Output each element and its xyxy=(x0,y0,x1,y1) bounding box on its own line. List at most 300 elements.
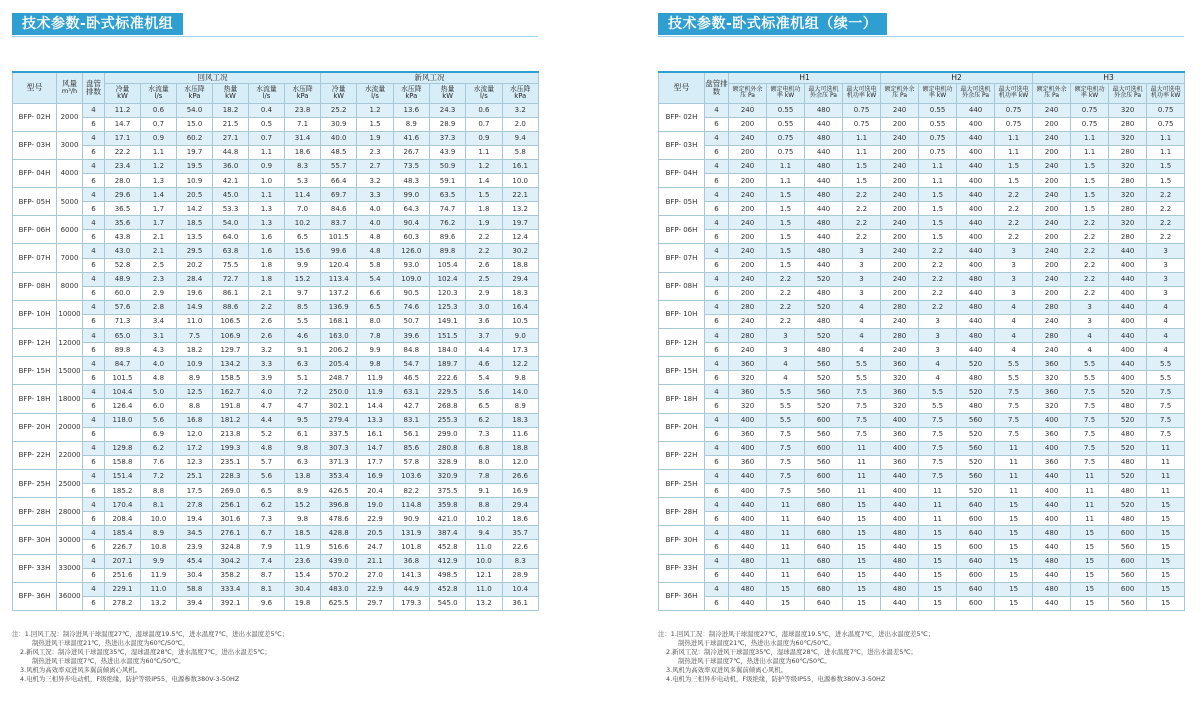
value-cell: 520 xyxy=(805,329,843,343)
value-cell: 240 xyxy=(881,159,919,173)
value-cell: 89.8 xyxy=(105,343,141,357)
rows-cell: 6 xyxy=(705,596,729,610)
value-cell: 280 xyxy=(1109,173,1147,187)
rows-cell: 6 xyxy=(705,145,729,159)
value-cell: 5.4 xyxy=(357,272,393,286)
footnote-line: 制热进风干球温度21℃，热进出水温度为60℃/50℃。 xyxy=(32,639,189,647)
value-cell: 1.5 xyxy=(843,173,881,187)
value-cell: 42.7 xyxy=(393,399,429,413)
value-cell: 440 xyxy=(957,244,995,258)
value-cell: 600 xyxy=(957,512,995,526)
value-cell: 3 xyxy=(843,258,881,272)
value-cell: 1.5 xyxy=(767,230,805,244)
value-cell: 15.0 xyxy=(177,117,213,131)
value-cell: 2.2 xyxy=(767,286,805,300)
sub-header-label: 冷量 xyxy=(331,84,346,93)
value-cell: 5.5 xyxy=(995,371,1033,385)
table-row xyxy=(659,159,1185,173)
group-h3-header: H3 xyxy=(1033,72,1185,83)
table-row xyxy=(659,554,1185,568)
value-cell: 520 xyxy=(957,385,995,399)
rows-cell: 6 xyxy=(705,230,729,244)
value-cell: 440 xyxy=(881,540,919,554)
sub-header-label: 水流量 xyxy=(148,84,169,93)
value-cell: 41.6 xyxy=(393,131,429,145)
footnote-line: 制热进风干球温度21℃，热进出水温度为60℃/50℃。 xyxy=(678,639,835,647)
value-cell: 63.8 xyxy=(213,244,249,258)
value-cell: 0.6 xyxy=(141,103,177,117)
value-cell: 7.5 xyxy=(1071,441,1109,455)
value-cell: 15 xyxy=(995,582,1033,596)
rows-cell: 4 xyxy=(83,526,105,540)
value-cell: 13.2 xyxy=(141,596,177,610)
footnote-line: 2.新风工况：制冷进风干球温度35℃，湿球温度28℃，进水温度7℃，进出水温差5℃； xyxy=(666,648,917,656)
value-cell: 428.8 xyxy=(321,526,357,540)
value-cell: 240 xyxy=(881,188,919,202)
value-cell: 480 xyxy=(729,554,767,568)
footnote-line: 注：1.回风工况：制冷进风干球温度27℃，湿球温度19.5℃，进水温度7℃，进出水温度差5℃； xyxy=(658,630,935,638)
value-cell: 7.5 xyxy=(919,413,957,427)
value-cell: 480 xyxy=(957,272,995,286)
value-cell: 168.1 xyxy=(321,314,357,328)
value-cell: 208.4 xyxy=(105,512,141,526)
value-cell: 0.9 xyxy=(141,131,177,145)
value-cell: 105.4 xyxy=(429,258,465,272)
value-cell: 5.5 xyxy=(1071,357,1109,371)
value-cell: 11.2 xyxy=(105,103,141,117)
value-cell: 1.5 xyxy=(767,244,805,258)
sub-header-cell xyxy=(502,83,538,103)
sub-header-unit: kW xyxy=(333,92,345,100)
value-cell: 9.8 xyxy=(285,441,321,455)
value-cell: 2.5 xyxy=(466,272,502,286)
value-cell: 400 xyxy=(957,258,995,272)
value-cell: 3 xyxy=(767,329,805,343)
value-cell: 560 xyxy=(957,469,995,483)
value-cell: 4 xyxy=(1071,329,1109,343)
value-cell: 353.4 xyxy=(321,469,357,483)
value-cell: 99.6 xyxy=(321,244,357,258)
value-cell: 640 xyxy=(805,512,843,526)
rows-cell: 4 xyxy=(705,357,729,371)
value-cell: 6.0 xyxy=(141,399,177,413)
value-cell: 1.3 xyxy=(249,216,285,230)
rows-cell: 6 xyxy=(705,540,729,554)
value-cell: 2.2 xyxy=(1071,230,1109,244)
value-cell: 1.5 xyxy=(357,117,393,131)
table-row xyxy=(13,145,539,159)
table-row xyxy=(13,188,539,202)
value-cell: 11 xyxy=(767,540,805,554)
value-cell: 320.9 xyxy=(429,469,465,483)
value-cell: 200 xyxy=(1033,117,1071,131)
airflow-cell: 22000 xyxy=(57,441,83,469)
value-cell: 149.1 xyxy=(429,314,465,328)
table-row xyxy=(659,258,1185,272)
sub-header-cell xyxy=(213,83,249,103)
sub-header-label: 水压降 xyxy=(292,84,313,93)
table-row xyxy=(659,399,1185,413)
value-cell: 560 xyxy=(1109,596,1147,610)
value-cell: 5.6 xyxy=(141,413,177,427)
value-cell: 3 xyxy=(1147,286,1185,300)
col-airflow-header xyxy=(57,72,83,103)
value-cell: 480 xyxy=(805,244,843,258)
value-cell: 480 xyxy=(729,582,767,596)
value-cell: 4 xyxy=(1071,343,1109,357)
value-cell: 600 xyxy=(805,441,843,455)
table-row xyxy=(659,244,1185,258)
value-cell: 1.5 xyxy=(1147,159,1185,173)
value-cell: 9.8 xyxy=(357,357,393,371)
value-cell: 5.5 xyxy=(285,314,321,328)
model-cell: BFP- 28H xyxy=(13,498,57,526)
value-cell: 307.3 xyxy=(321,441,357,455)
value-cell: 29.7 xyxy=(357,596,393,610)
value-cell: 240 xyxy=(881,131,919,145)
value-cell: 11 xyxy=(767,526,805,540)
value-cell: 9.8 xyxy=(285,512,321,526)
value-cell: 3.2 xyxy=(249,343,285,357)
value-cell: 11.0 xyxy=(466,582,502,596)
value-cell: 1.1 xyxy=(843,145,881,159)
sub-header-label: 水流量 xyxy=(256,84,277,93)
value-cell: 15 xyxy=(995,498,1033,512)
value-cell: 480 xyxy=(957,329,995,343)
table-row xyxy=(13,413,539,427)
table-row xyxy=(13,441,539,455)
value-cell: 7.5 xyxy=(995,413,1033,427)
value-cell: 560 xyxy=(805,357,843,371)
value-cell: 3 xyxy=(843,244,881,258)
value-cell: 1.5 xyxy=(919,202,957,216)
value-cell: 213.8 xyxy=(213,427,249,441)
table-row xyxy=(659,230,1185,244)
rows-cell: 6 xyxy=(705,343,729,357)
value-cell: 400 xyxy=(881,484,919,498)
rows-cell: 6 xyxy=(83,343,105,357)
rows-cell: 4 xyxy=(705,159,729,173)
value-cell: 2.1 xyxy=(141,244,177,258)
value-cell: 60.0 xyxy=(105,286,141,300)
value-cell: 185.2 xyxy=(105,484,141,498)
value-cell: 18.6 xyxy=(502,512,538,526)
table-row xyxy=(659,329,1185,343)
airflow-cell: 28000 xyxy=(57,498,83,526)
sub-header-cell: 额定机外余压 Pa xyxy=(881,83,919,103)
model-cell: BFP- 03H xyxy=(659,131,705,159)
value-cell: 520 xyxy=(957,357,995,371)
value-cell: 0.75 xyxy=(843,103,881,117)
value-cell: 440 xyxy=(1033,498,1071,512)
model-cell: BFP- 07H xyxy=(659,244,705,272)
value-cell: 480 xyxy=(881,526,919,540)
value-cell: 0.6 xyxy=(466,103,502,117)
sub-header-cell xyxy=(141,83,177,103)
value-cell: 46.5 xyxy=(393,371,429,385)
value-cell: 440 xyxy=(957,188,995,202)
value-cell: 14.7 xyxy=(357,441,393,455)
value-cell: 28.4 xyxy=(177,272,213,286)
model-cell: BFP- 22H xyxy=(659,441,705,469)
value-cell: 162.7 xyxy=(213,385,249,399)
table-row xyxy=(659,526,1185,540)
table-row xyxy=(659,131,1185,145)
value-cell: 440 xyxy=(805,117,843,131)
table-row xyxy=(659,117,1185,131)
value-cell: 7.0 xyxy=(285,202,321,216)
value-cell: 71.3 xyxy=(105,314,141,328)
value-cell: 560 xyxy=(805,484,843,498)
rows-cell: 6 xyxy=(83,399,105,413)
value-cell: 240 xyxy=(729,103,767,117)
value-cell: 240 xyxy=(881,216,919,230)
value-cell: 52.8 xyxy=(105,258,141,272)
value-cell: 337.5 xyxy=(321,427,357,441)
value-cell: 480 xyxy=(805,131,843,145)
value-cell: 14.9 xyxy=(177,300,213,314)
table-row xyxy=(13,131,539,145)
value-cell: 11 xyxy=(767,498,805,512)
value-cell: 302.1 xyxy=(321,399,357,413)
value-cell: 11 xyxy=(919,512,957,526)
value-cell: 9.6 xyxy=(249,596,285,610)
value-cell: 11 xyxy=(1147,455,1185,469)
value-cell: 516.6 xyxy=(321,540,357,554)
rows-cell: 6 xyxy=(83,371,105,385)
value-cell: 480 xyxy=(805,314,843,328)
value-cell: 520 xyxy=(1109,413,1147,427)
value-cell: 1.5 xyxy=(995,159,1033,173)
value-cell: 207.1 xyxy=(105,554,141,568)
value-cell: 206.2 xyxy=(321,343,357,357)
table-row xyxy=(13,484,539,498)
value-cell: 360 xyxy=(729,385,767,399)
value-cell: 44.9 xyxy=(393,582,429,596)
value-cell: 520 xyxy=(1109,498,1147,512)
value-cell: 280.8 xyxy=(429,441,465,455)
footnote-line: 制热进风干球温度7℃，热进出水温度为60℃/50℃。 xyxy=(32,657,185,665)
value-cell: 480 xyxy=(805,216,843,230)
value-cell: 240 xyxy=(1033,216,1071,230)
value-cell: 57.8 xyxy=(393,455,429,469)
value-cell: 11 xyxy=(843,441,881,455)
value-cell: 4.0 xyxy=(357,216,393,230)
sub-header-cell: 最大可选机外余压 Pa xyxy=(957,83,995,103)
rows-cell: 6 xyxy=(83,568,105,582)
value-cell: 226.7 xyxy=(105,540,141,554)
col-rows-header: 盘管排数 xyxy=(83,72,105,103)
value-cell: 8.9 xyxy=(393,117,429,131)
value-cell: 101.8 xyxy=(393,540,429,554)
table-row xyxy=(659,216,1185,230)
value-cell: 200 xyxy=(729,145,767,159)
table-row xyxy=(659,103,1185,117)
value-cell: 360 xyxy=(881,357,919,371)
value-cell: 89.8 xyxy=(429,244,465,258)
sub-header-cell xyxy=(249,83,285,103)
value-cell: 240 xyxy=(729,343,767,357)
model-cell: BFP- 04H xyxy=(659,159,705,187)
value-cell: 1.1 xyxy=(249,188,285,202)
value-cell: 2.8 xyxy=(141,300,177,314)
value-cell: 1.5 xyxy=(767,258,805,272)
value-cell: 2.2 xyxy=(466,230,502,244)
value-cell: 333.4 xyxy=(213,582,249,596)
rows-cell: 4 xyxy=(705,244,729,258)
value-cell: 392.1 xyxy=(213,596,249,610)
model-cell: BFP- 36H xyxy=(13,582,57,610)
table-row xyxy=(659,484,1185,498)
value-cell: 17.7 xyxy=(357,455,393,469)
value-cell: 184.0 xyxy=(429,343,465,357)
value-cell: 11 xyxy=(919,484,957,498)
value-cell: 5.2 xyxy=(249,427,285,441)
value-cell: 10.2 xyxy=(285,216,321,230)
value-cell: 185.4 xyxy=(105,526,141,540)
value-cell: 200 xyxy=(729,258,767,272)
value-cell: 13.5 xyxy=(177,230,213,244)
value-cell: 191.8 xyxy=(213,399,249,413)
rows-cell: 4 xyxy=(83,554,105,568)
value-cell: 84.7 xyxy=(105,357,141,371)
value-cell: 15 xyxy=(843,526,881,540)
value-cell: 15 xyxy=(919,596,957,610)
value-cell: 0.75 xyxy=(919,145,957,159)
rows-cell: 6 xyxy=(83,173,105,187)
value-cell: 15 xyxy=(843,554,881,568)
value-cell: 24.3 xyxy=(429,103,465,117)
value-cell: 0.75 xyxy=(843,117,881,131)
value-cell: 600 xyxy=(805,413,843,427)
value-cell: 15 xyxy=(919,526,957,540)
right-page xyxy=(600,0,1200,703)
value-cell: 158.5 xyxy=(213,371,249,385)
value-cell: 3 xyxy=(1071,314,1109,328)
value-cell: 118.0 xyxy=(105,413,141,427)
value-cell: 15 xyxy=(843,498,881,512)
value-cell: 256.1 xyxy=(213,498,249,512)
value-cell: 5.7 xyxy=(249,455,285,469)
sub-header-label: 热量 xyxy=(440,84,455,93)
spec-table-fan-options xyxy=(658,71,1185,611)
value-cell: 1.5 xyxy=(767,188,805,202)
value-cell: 240 xyxy=(1033,103,1071,117)
value-cell: 5.5 xyxy=(843,371,881,385)
value-cell: 120.3 xyxy=(429,286,465,300)
value-cell: 45.0 xyxy=(213,188,249,202)
table-row xyxy=(13,568,539,582)
table-row xyxy=(13,498,539,512)
model-cell: BFP- 10H xyxy=(659,300,705,328)
table-row xyxy=(13,329,539,343)
value-cell: 2.0 xyxy=(502,117,538,131)
value-cell: 23.9 xyxy=(177,540,213,554)
rows-cell: 4 xyxy=(83,159,105,173)
value-cell: 30.2 xyxy=(502,244,538,258)
value-cell: 7.4 xyxy=(249,554,285,568)
value-cell: 2.2 xyxy=(919,286,957,300)
sub-header-cell: 额定电机功率 kW xyxy=(1071,83,1109,103)
sub-header-label: 水流量 xyxy=(473,84,495,93)
value-cell: 6.1 xyxy=(285,427,321,441)
sub-header-cell: 额定机外余压 Pa xyxy=(1033,83,1071,103)
value-cell: 89.6 xyxy=(429,230,465,244)
value-cell: 4.0 xyxy=(357,202,393,216)
airflow-cell: 7000 xyxy=(57,244,83,272)
value-cell: 440 xyxy=(957,159,995,173)
value-cell: 3.3 xyxy=(357,188,393,202)
value-cell: 19.5 xyxy=(177,159,213,173)
value-cell: 90.4 xyxy=(393,216,429,230)
value-cell: 0.75 xyxy=(1147,103,1185,117)
sub-header-unit: l/s xyxy=(154,92,163,100)
value-cell: 54.0 xyxy=(213,216,249,230)
value-cell: 35.6 xyxy=(105,216,141,230)
sub-header-unit: kW xyxy=(225,92,236,100)
left-page-title: 技术参数-卧式标准机组 xyxy=(12,13,183,35)
title-divider xyxy=(658,36,1184,37)
footnote-line: 4.电机为三相异步电动机，F级绝缘，防护等级IP55，电源参数380V-3-50HZ xyxy=(20,675,240,683)
rows-cell: 4 xyxy=(83,131,105,145)
value-cell: 20.2 xyxy=(177,258,213,272)
value-cell: 400 xyxy=(957,230,995,244)
value-cell: 400 xyxy=(881,441,919,455)
value-cell: 400 xyxy=(957,202,995,216)
value-cell: 2.2 xyxy=(1147,230,1185,244)
value-cell: 640 xyxy=(805,540,843,554)
model-cell: BFP- 33H xyxy=(13,554,57,582)
value-cell: 328.9 xyxy=(429,455,465,469)
value-cell: 181.2 xyxy=(213,413,249,427)
value-cell xyxy=(105,427,141,441)
value-cell: 276.1 xyxy=(213,526,249,540)
value-cell: 520 xyxy=(1109,385,1147,399)
rows-cell: 4 xyxy=(705,413,729,427)
value-cell: 5.4 xyxy=(466,371,502,385)
rows-cell: 4 xyxy=(83,329,105,343)
value-cell: 2.6 xyxy=(249,314,285,328)
value-cell: 7.5 xyxy=(767,455,805,469)
value-cell: 1.5 xyxy=(843,159,881,173)
value-cell: 2.2 xyxy=(1147,216,1185,230)
value-cell: 400 xyxy=(1033,484,1071,498)
value-cell: 4 xyxy=(767,357,805,371)
value-cell: 15 xyxy=(995,512,1033,526)
value-cell: 19.7 xyxy=(177,145,213,159)
value-cell: 106.9 xyxy=(213,329,249,343)
value-cell: 600 xyxy=(957,568,995,582)
value-cell: 56.1 xyxy=(393,427,429,441)
value-cell: 74.6 xyxy=(393,300,429,314)
rows-cell: 6 xyxy=(705,484,729,498)
value-cell: 8.3 xyxy=(502,554,538,568)
value-cell: 200 xyxy=(881,117,919,131)
value-cell: 7.5 xyxy=(1147,427,1185,441)
table-row xyxy=(13,272,539,286)
value-cell: 600 xyxy=(1109,526,1147,540)
value-cell: 2.7 xyxy=(357,159,393,173)
value-cell: 7.5 xyxy=(1071,427,1109,441)
value-cell: 15 xyxy=(1147,582,1185,596)
value-cell: 240 xyxy=(729,244,767,258)
value-cell: 426.5 xyxy=(321,484,357,498)
value-cell: 6.8 xyxy=(466,441,502,455)
sub-header-cell: 额定机外余压 Pa xyxy=(729,83,767,103)
value-cell: 7.3 xyxy=(466,427,502,441)
footnotes xyxy=(658,630,934,684)
value-cell: 0.7 xyxy=(466,117,502,131)
